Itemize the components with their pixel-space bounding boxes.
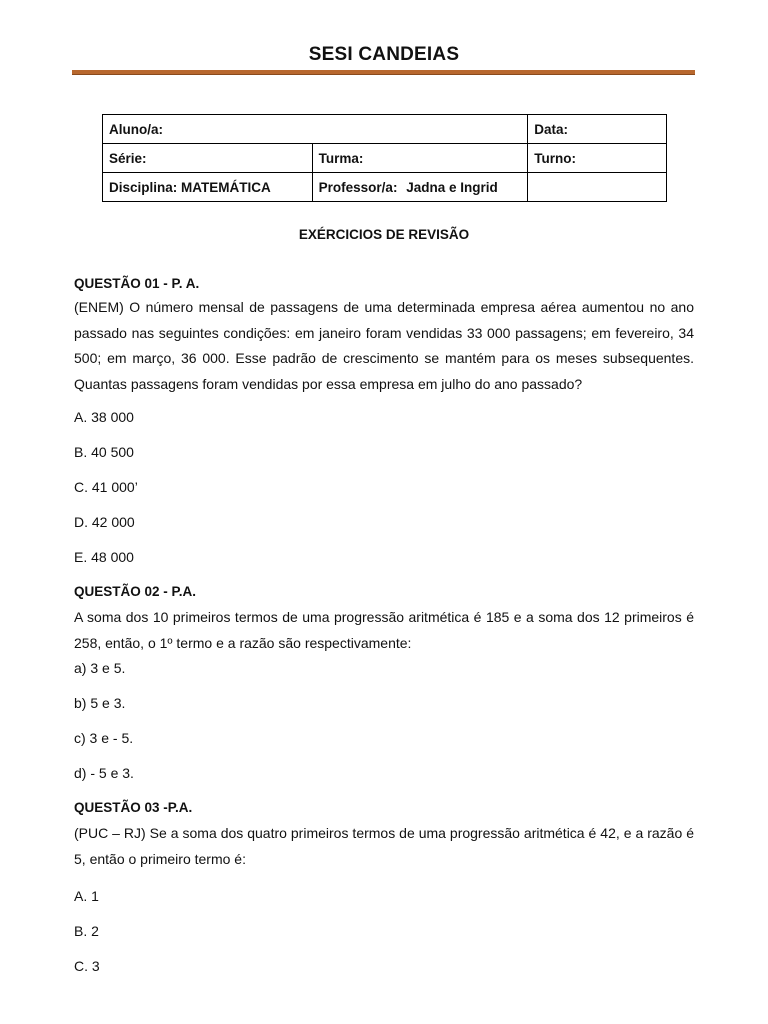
- question-title: QUESTÃO 03 -P.A.: [74, 800, 193, 815]
- data-label: Data:: [534, 121, 569, 137]
- title-divider: [72, 70, 695, 75]
- answer-option: A. 38 000: [74, 409, 134, 425]
- professor-cell: [312, 173, 528, 202]
- aluno-cell: [103, 115, 528, 144]
- answer-option: A. 1: [74, 888, 99, 904]
- answer-option: C. 41 000’: [74, 479, 138, 495]
- question-block: [74, 798, 694, 976]
- answer-option: c) 3 e - 5.: [74, 730, 134, 746]
- answer-option: C. 3: [74, 958, 100, 974]
- answer-option: b) 5 e 3.: [74, 695, 126, 711]
- professor-value: Jadna e Ingrid: [406, 179, 498, 195]
- answer-option: E. 48 000: [74, 549, 134, 565]
- question-title: QUESTÃO 02 - P.A.: [74, 584, 197, 599]
- disciplina-value: MATEMÁTICA: [181, 179, 271, 195]
- school-title: SESI CANDEIAS: [308, 44, 460, 65]
- turma-label: Turma:: [318, 150, 364, 166]
- info-row-serie: [103, 144, 667, 173]
- turma-cell: [312, 144, 528, 173]
- answer-option: d) - 5 e 3.: [74, 765, 134, 781]
- answer-option: a) 3 e 5.: [74, 660, 126, 676]
- data-cell: [528, 115, 667, 144]
- turno-cell: [528, 144, 667, 173]
- info-row-aluno: [103, 115, 667, 144]
- answer-option: B. 40 500: [74, 444, 134, 460]
- question-block: [74, 582, 694, 783]
- student-info-table: [102, 114, 667, 202]
- question-stem: (ENEM) O número mensal de passagens de uma determinada empresa aérea aumentou no ano passado nas seguintes condições: em janeiro foram vendidas 33 000 passagens; em fevereiro, 34 500; em março, 36 000. Esse padrão de crescimento se mantém para os meses subsequentes. Quantas passagens foram vendidas por essa empresa em julho do ano passado?: [74, 299, 694, 392]
- disciplina-label: Disciplina:: [109, 179, 178, 195]
- info-row-disciplina: [103, 173, 667, 202]
- turno-label: Turno:: [534, 150, 576, 166]
- disciplina-cell: [103, 173, 313, 202]
- question-title: QUESTÃO 01 - P. A.: [74, 276, 200, 291]
- section-heading: EXÉRCICIOS DE REVISÃO: [298, 227, 470, 242]
- question-stem: A soma dos 10 primeiros termos de uma progressão aritmética é 185 e a soma dos 12 primeiros é 258, então, o 1º termo e a razão são respectivamente:: [74, 609, 694, 651]
- question-block: [74, 274, 694, 567]
- serie-label: Série:: [109, 150, 147, 166]
- questions-content: [74, 274, 694, 976]
- question-stem: (PUC – RJ) Se a soma dos quatro primeiros termos de uma progressão aritmética é 42, e a razão é 5, então o primeiro termo é:: [74, 825, 694, 867]
- serie-cell: [103, 144, 313, 173]
- professor-label: Professor/a:: [318, 179, 398, 195]
- aluno-label: Aluno/a:: [109, 121, 163, 137]
- answer-option: D. 42 000: [74, 514, 135, 530]
- answer-option: B. 2: [74, 923, 99, 939]
- empty-cell: [528, 173, 667, 202]
